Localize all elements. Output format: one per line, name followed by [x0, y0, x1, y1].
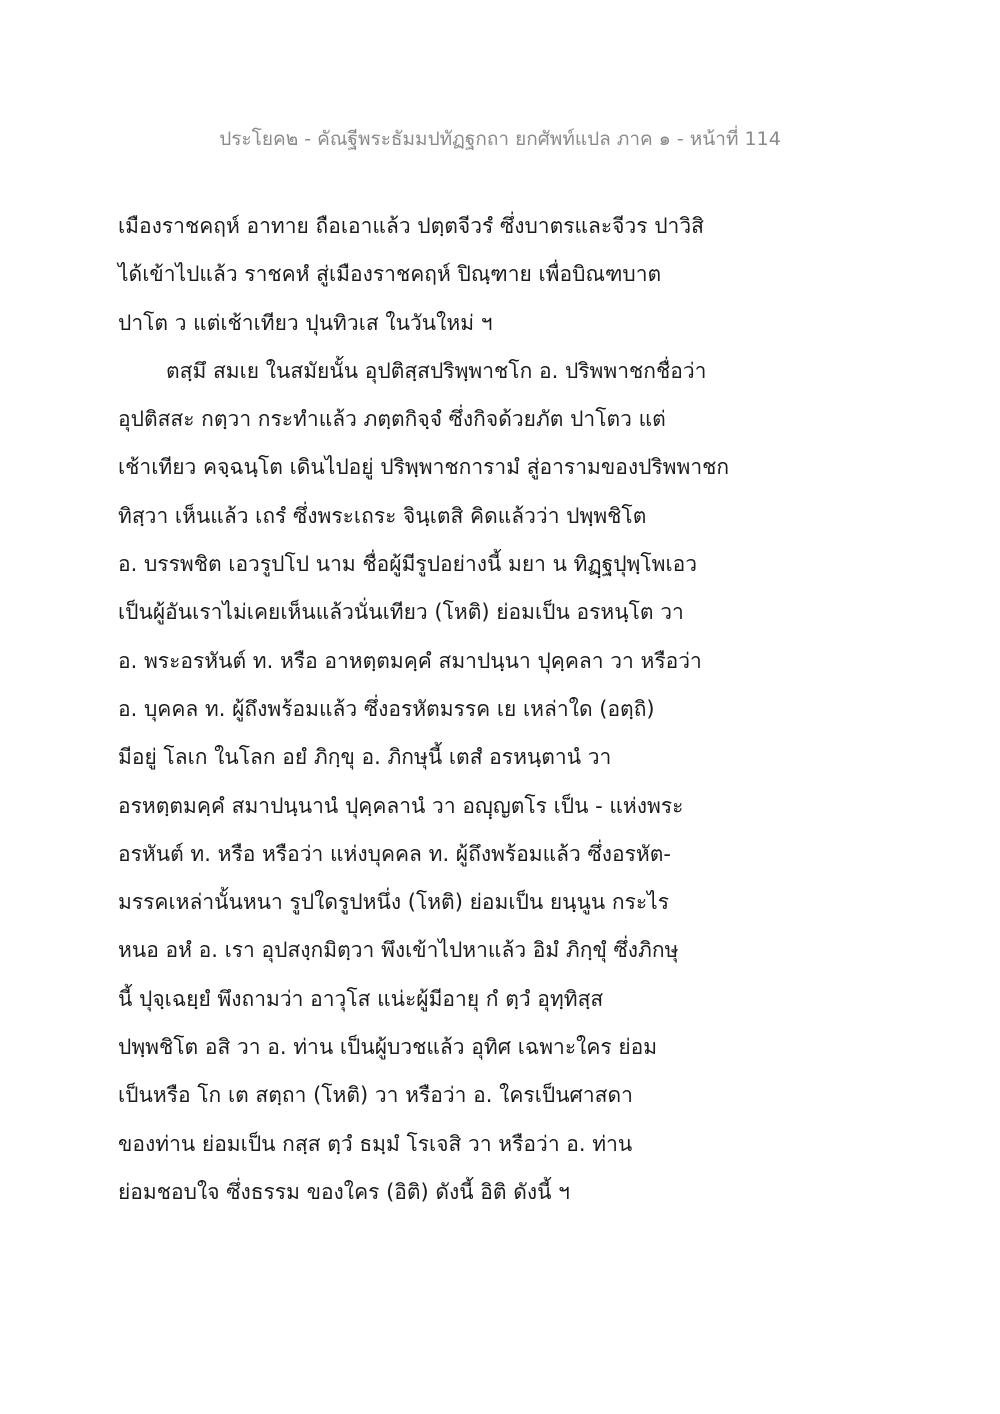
text-line: อรหันต์ ท. หรือ หรือว่า แห่งบุคคล ท. ผู้ถึงพร้อมแล้ว ซึ่งอรหัต-: [118, 841, 671, 866]
text-line: อุปติสสะ กตฺวา กระทำแล้ว ภตฺตกิจฺจํ ซึ่งกิจด้วยภัต ปาโตว แต่: [118, 407, 666, 432]
text-line: เมืองราชคฤห์ อาทาย ถือเอาแล้ว ปตฺตจีวรํ ซึ่งบาตรและจีวร ปาวิสิ: [118, 214, 704, 238]
text-line: อรหตฺตมคฺคํ สมาปนฺนานํ ปุคฺคลานํ วา อญฺฺญตโร เป็น - แห่งพระ: [118, 793, 684, 818]
body-text: [118, 206, 898, 1220]
text-line: ได้เข้าไปแล้ว ราชคหํ สู่เมืองราชคฤห์ ปิณฺฑาย เพื่อบิณฑบาต: [118, 262, 662, 287]
text-line: มรรคเหล่านั้นหนา รูปใดรูปหนึ่ง (โหติ) ย่อมเป็น ยนฺนูน กระไร: [118, 890, 670, 915]
text-line: นี้ ปุจฺเฉยฺยํ พึงถามว่า อาวุโส แน่ะผู้มีอายุ กํ ตฺวํ อุทฺทิสฺส: [118, 986, 604, 1011]
text-line: ปาโต ว แต่เช้าเทียว ปุนทิวเส ในวันใหม่ ฯ: [118, 310, 493, 335]
text-line: เช้าเทียว คจฺฉนฺโต เดินไปอยู่ ปริพฺพาชการามํ สู่อารามของปริพพาชก: [118, 455, 730, 480]
text-line: ปพฺพชิโต อสิ วา อ. ท่าน เป็นผู้บวชแล้ว อุทิศ เฉพาะใคร ย่อม: [118, 1035, 658, 1060]
text-line: มีอยู่ โลเก ในโลก อยํ ภิกฺขุ อ. ภิกษุนี้ เตสํ อรหนฺตานํ วา: [118, 745, 612, 770]
text-line: ย่อมชอบใจ ซึ่งธรรม ของใคร (อิติ) ดังนี้ อิติ ดังนี้ ฯ: [118, 1179, 570, 1204]
text-line: อ. พระอรหันต์ ท. หรือ อาหตฺตมคฺคํ สมาปนฺนา ปุคฺคลา วา หรือว่า: [118, 648, 702, 673]
text-line: เป็นหรือ โก เต สตฺถา (โหติ) วา หรือว่า อ. ใครเป็นศาสดา: [118, 1083, 633, 1108]
text-line: ทิสฺวา เห็นแล้ว เถรํ ซึ่งพระเถระ จินฺเตสิ คิดแล้วว่า ปพฺพชิโต: [118, 503, 647, 528]
page-header: ประโยค๒ - คัณฐีพระธัมมปทัฏฐกถา ยกศัพท์แปล ภาค ๑ - หน้าที่ 114: [219, 128, 781, 150]
text-line: อ. บรรพชิต เอวรูปโป นาม ชื่อผู้มีรูปอย่างนี้ มยา น ทิฏฺฐปุพฺโพเอว: [118, 552, 698, 577]
text-line: ของท่าน ย่อมเป็น กสฺส ตฺวํ ธมฺมํ โรเจสิ วา หรือว่า อ. ท่าน: [118, 1131, 633, 1156]
text-line: เป็นผู้อันเราไม่เคยเห็นแล้วนั่นเทียว (โหติ) ย่อมเป็น อรหนฺโต วา: [118, 600, 684, 625]
paragraph-start-line: ตสฺมึ สมเย ในสมัยนั้น อุปติสฺสปริพฺพาชโก อ. ปริพพาชกชื่อว่า: [166, 358, 707, 383]
text-line: หนอ อหํ อ. เรา อุปสงฺกมิตฺวา พึงเข้าไปหาแล้ว อิมํ ภิกฺขุํ ซึ่งภิกษุ: [118, 938, 679, 963]
text-line: อ. บุคคล ท. ผู้ถึงพร้อมแล้ว ซึ่งอรหัตมรรค เย เหล่าใด (อตฺถิ): [118, 696, 655, 721]
